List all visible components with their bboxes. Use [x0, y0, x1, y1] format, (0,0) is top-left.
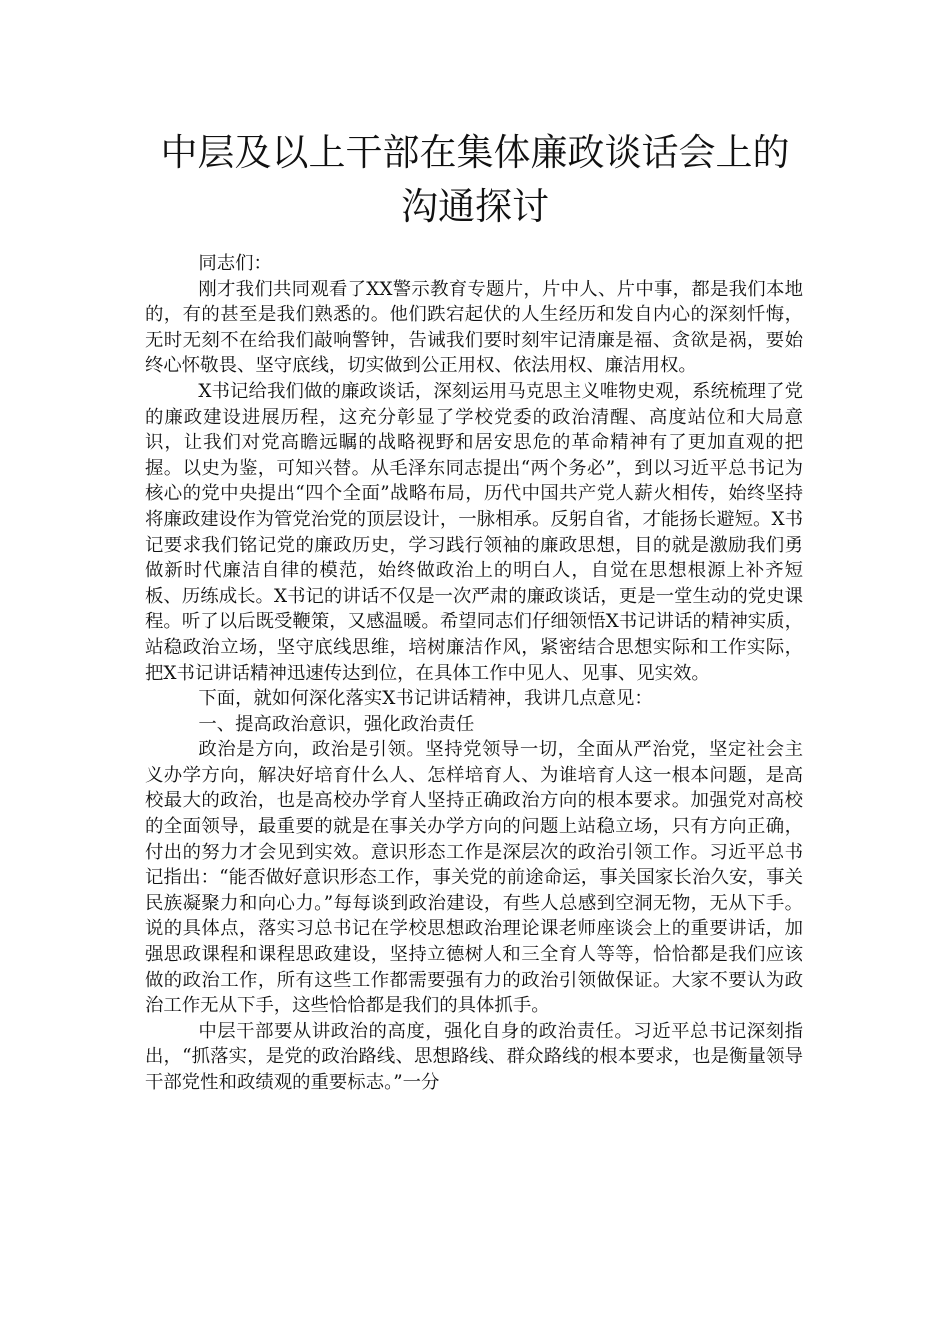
body-paragraph: 刚才我们共同观看了XX警示教育专题片，片中人、片中事，都是我们本地的，有的甚至是我们熟悉的。他们跌宕起伏的人生经历和发自内心的深刻忏悔，无时无刻不在给我们敲响警钟，告诫我们要时刻牢记清廉是福、贪欲是祸，要始终心怀敬畏、坚守底线，切实做到公正用权、依法用权、廉洁用权。 [145, 278, 803, 377]
body-paragraph: 下面，就如何深化落实X书记讲话精神，我讲几点意见： [198, 688, 653, 710]
body-paragraph: 政治是方向，政治是引领。坚持党领导一切，全面从严治党，坚定社会主义办学方向，解决好培育什么人、怎样培育人、为谁培育人这一根本问题，是高校最大的政治，也是高校办学育人坚持正确政治方向的根本要求。加强党对高校的全面领导，最重要的就是在事关办学方向的问题上站稳立场，只有方向正确，付出的努力才会见到实效。意识形态工作是深层次的政治引领工作。习近平总书记指出：“能否做好意识形态工作，事关党的前途命运，事关国家长治久安，事关民族凝聚力和向心力。”每每谈到政治建设，有些人总感到空洞无物，无从下手。说的具体点，落实习总书记在学校思想政治理论课老师座谈会上的重要讲话，加强思政课程和课程思政建设，坚持立德树人和三全育人等等，恰恰都是我们应该做的政治工作，所有这些工作都需要强有力的政治引领做保证。大家不要认为政治工作无从下手，这些恰恰都是我们的具体抓手。 [145, 739, 803, 1017]
document-body [145, 251, 803, 1096]
body-paragraph: X书记给我们做的廉政谈话，深刻运用马克思主义唯物史观，系统梳理了党的廉政建设进展历程，这充分彰显了学校党委的政治清醒、高度站位和大局意识，让我们对党高瞻远瞩的战略视野和居安思危的革命精神有了更加直观的把握。以史为鉴，可知兴替。从毛泽东同志提出“两个务必”，到以习近平总书记为核心的党中央提出“四个全面”战略布局，历代中国共产党人薪火相传，始终坚持将廉政建设作为管党治党的顶层设计，一脉相承。反躬自省，才能扬长避短。X书记要求我们铭记党的廉政历史，学习践行领袖的廉政思想，目的就是激励我们勇做新时代廉洁自律的模范，始终做政治上的明白人，自觉在思想根源上补齐短板、历练成长。X书记的讲话不仅是一次严肃的廉政谈话，更是一堂生动的党史课程。听了以后既受鞭策，又感温暖。希望同志们仔细领悟X书记讲话的精神实质，站稳政治立场，坚守底线思维，培树廉洁作风，紧密结合思想实际和工作实际，把X书记讲话精神迅速传达到位，在具体工作中见人、见事、见实效。 [145, 380, 803, 684]
document-title: 中层及以上干部在集体廉政谈话会上的沟通探讨 [160, 131, 790, 228]
body-paragraph: 中层干部要从讲政治的高度，强化自身的政治责任。习近平总书记深刻指出，“抓落实，是党的政治路线、思想路线、群众路线的根本要求，也是衡量领导干部党性和政绩观的重要标志。”一分 [145, 1020, 803, 1093]
section-heading: 一、提高政治意识，强化政治责任 [198, 713, 475, 735]
salutation-paragraph: 同志们： [198, 253, 272, 274]
